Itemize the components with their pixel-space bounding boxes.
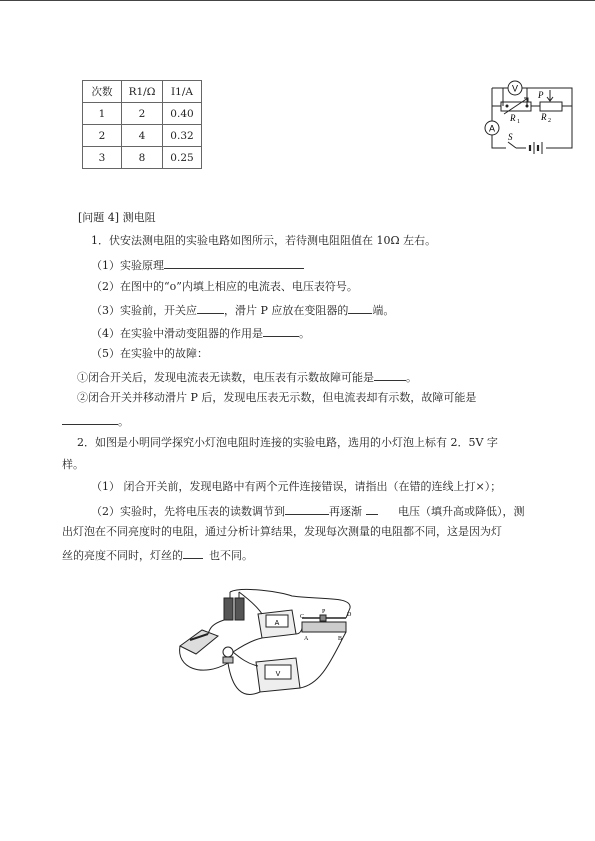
table-header-row <box>83 81 202 103</box>
rheostat-terminal-a: A <box>304 636 309 642</box>
q1-fault1-text-a: ①闭合开关后，发现电流表无读数，电压表有示数故障可能是 <box>77 371 374 384</box>
q2-part2 <box>91 503 525 519</box>
slider-p-label: P <box>538 90 544 100</box>
q1-part2: （2）在图中的“o”内填上相应的电流表、电压表符号。 <box>91 280 358 293</box>
rheostat-terminal-b: B <box>338 636 343 642</box>
q1-part5: （5）在实验中的故障： <box>91 347 208 360</box>
q1-part4 <box>91 325 310 341</box>
table-cell: 4 <box>122 125 163 147</box>
rheostat-slider-p: P <box>322 609 326 615</box>
table-header-cell: I1/A <box>163 81 202 103</box>
table-cell: 0.32 <box>163 125 202 147</box>
answer-blank[interactable] <box>164 257 304 269</box>
answer-blank[interactable] <box>263 325 299 337</box>
table-cell: 0.40 <box>163 103 202 125</box>
answer-blank[interactable] <box>197 302 224 314</box>
table-cell: 2 <box>83 125 122 147</box>
r2-subscript: 2 <box>548 118 551 124</box>
q1-part3-text-b: ，滑片 P 应放在变阻器的 <box>224 304 349 317</box>
table-row <box>83 125 202 147</box>
q1-fault2: ②闭合开关并移动滑片 P 后，发现电压表无示数，但电流表却有示数，故障可能是 <box>77 391 477 404</box>
ammeter-label: A <box>274 620 280 627</box>
table-cell: 0.25 <box>163 147 202 169</box>
circuit-diagram-2 <box>172 588 362 708</box>
q2-part2-line3 <box>62 547 253 563</box>
q1-part3 <box>91 302 394 318</box>
q1-fault1 <box>77 369 417 385</box>
data-table <box>82 80 202 169</box>
page-top-border <box>0 0 595 1</box>
q2-part2-text-b: 再逐渐 <box>329 505 362 518</box>
q1-fault1-text-b: 。 <box>406 371 417 384</box>
answer-blank[interactable] <box>366 503 378 515</box>
q1-part1-text: （1）实验原理 <box>91 259 164 272</box>
r1-label: R <box>510 113 516 123</box>
table-header-cell: R1/Ω <box>122 81 163 103</box>
r2-label: R <box>541 112 547 122</box>
section-heading: [问题 4] 测电阻 <box>78 211 156 224</box>
q1-part3-text-a: （3）实验前，开关应 <box>91 304 197 317</box>
q2-part2-text-e: 丝的亮度不同时，灯丝的 <box>62 549 183 562</box>
q2-part2-text-a: （2）实验时，先将电压表的读数调节到 <box>91 505 285 518</box>
answer-blank[interactable] <box>348 302 372 314</box>
table-cell: 2 <box>122 103 163 125</box>
q1-stem: 1．伏安法测电阻的实验电路如图所示，若待测电阻阻值在 10Ω 左右。 <box>91 234 437 247</box>
q2-stem-line2: 样。 <box>62 458 84 471</box>
table-row <box>83 147 202 169</box>
circuit-diagram-1 <box>484 78 584 158</box>
q2-stem-line1: 2．如图是小明同学探究小灯泡电阻时连接的实验电路，选用的小灯泡上标有 2．5V 字 <box>77 436 498 449</box>
r1-subscript: 1 <box>517 119 520 125</box>
q1-part4-text-b: 。 <box>299 327 310 340</box>
table-cell: 3 <box>83 147 122 169</box>
q1-part1 <box>91 257 304 273</box>
voltmeter-symbol: V <box>511 83 519 94</box>
answer-blank[interactable] <box>62 413 118 425</box>
q1-fault2-answer <box>62 413 129 429</box>
switch-s-label: S <box>508 132 513 142</box>
q1-fault2-end: 。 <box>118 415 129 428</box>
q2-part1: （1） 闭合开关前，发现电路中有两个元件连接错误，请指出（在错的连线上打×）； <box>91 480 502 493</box>
voltmeter-label: V <box>275 671 281 678</box>
answer-blank[interactable] <box>374 369 406 381</box>
table-cell: 1 <box>83 103 122 125</box>
answer-blank[interactable] <box>183 547 203 559</box>
q2-part2-text-c: 电压（填升高或降低），测 <box>398 505 525 518</box>
table-cell: 8 <box>122 147 163 169</box>
q1-part3-text-c: 端。 <box>372 304 395 317</box>
q2-part2-line2: 出灯泡在不同亮度时的电阻，通过分析计算结果，发现每次测量的电阻都不同，这是因为灯 <box>62 525 502 538</box>
table-header-cell: 次数 <box>83 81 122 103</box>
rheostat-terminal-c: C <box>300 614 305 620</box>
q2-part2-text-f: 也不同。 <box>209 549 253 562</box>
rheostat-terminal-d: D <box>347 612 352 618</box>
answer-blank[interactable] <box>285 503 329 515</box>
ammeter-symbol: A <box>488 123 496 134</box>
table-row <box>83 103 202 125</box>
q1-part4-text-a: （4）在实验中滑动变阻器的作用是 <box>91 327 263 340</box>
